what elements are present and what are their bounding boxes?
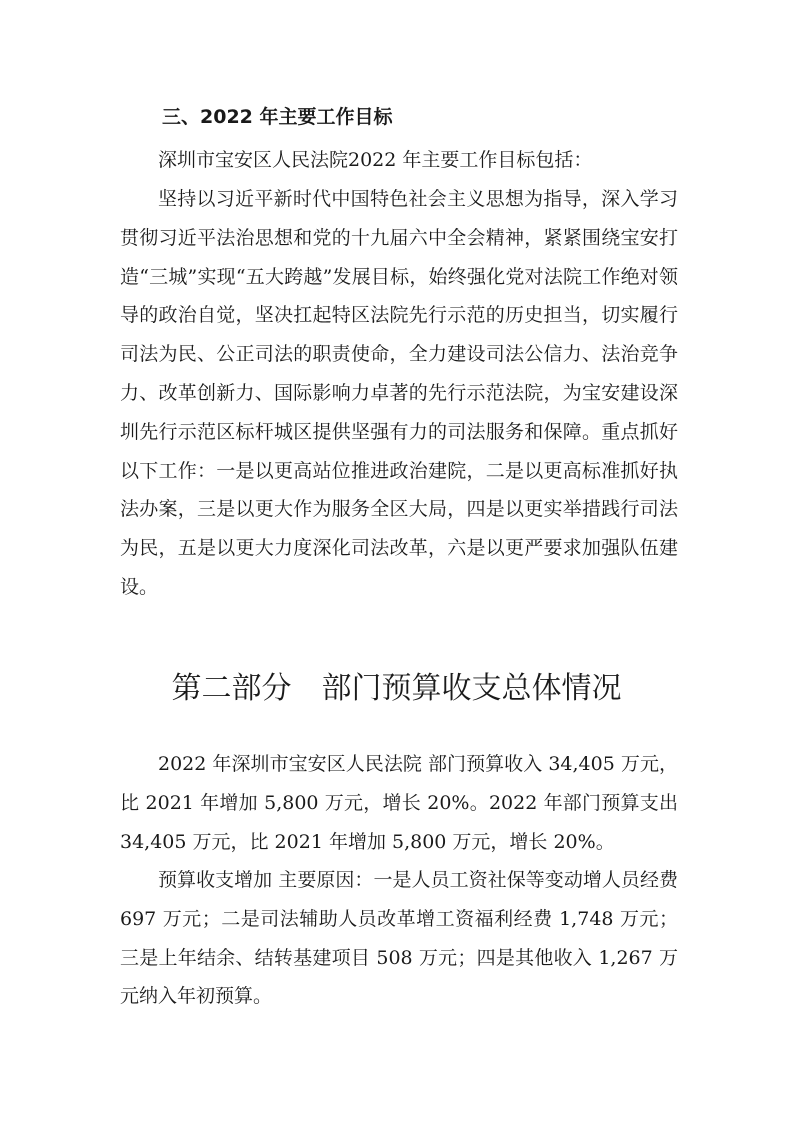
work-goals-intro-paragraph: 深圳市宝安区人民法院2022 年主要工作目标包括： xyxy=(158,149,593,171)
work-goals-body-paragraph: 坚持以习近平新时代中国特色社会主义思想为指导，深入学习贯彻习近平法治思想和党的十九届六中全会精神，紧紧围绕宝安打造“三城”实现“五大跨越”发展目标，始终强化党对法院工作绝对领导的政治自觉，坚决扛起特区法院先行示范的历史担当，切实履行司法为民、公正司法的职责使命，全力建设司法公信力、法治竞争力、改革创新力、国际影响力卓著的先行示范法院，为宝安建设深圳先行示范区标杆城区提供坚强有力的司法服务和保障。重点抓好以下工作：一是以更高站位推进政治建院，二是以更高标准抓好执法办案，三是以更大作为服务全区大局，四是以更实举措践行司法为民，五是以更大力度深化司法改革，六是以更严要求加强队伍建设。 xyxy=(120,188,678,598)
budget-increase-reasons-paragraph: 预算收支增加 主要原因：一是人员工资社保等变动增人员经费 697 万元；二是司法辅助人员改革增工资福利经费 1,748 万元；三是上年结余、结转基建项目 508 万元；四是其他收入 1,267 万元纳入年初预算。 xyxy=(120,869,678,1008)
budget-summary-paragraph: 2022 年深圳市宝安区人民法院 部门预算收入 34,405 万元，比 2021 年增加 5,800 万元，增长 20%。2022 年部门预算支出 34,405 万元，比 2021 年增加 5,800 万元，增长 20%。 xyxy=(120,753,678,853)
section-heading-work-goals: 三、2022 年主要工作目标 xyxy=(162,106,393,128)
part-two-title: 第二部分 部门预算收支总体情况 xyxy=(171,671,622,706)
